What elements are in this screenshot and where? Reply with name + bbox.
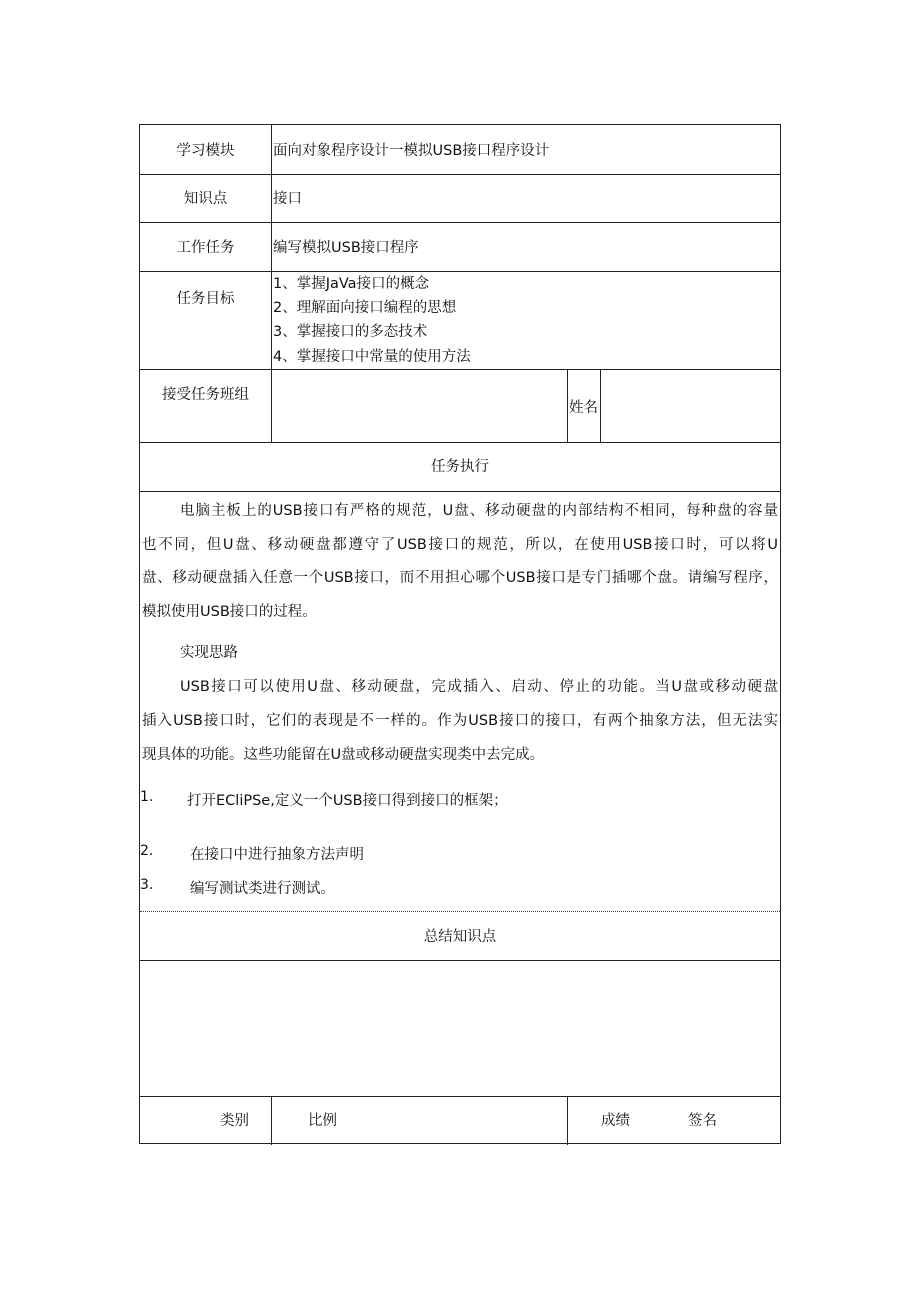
knowledge-value: 接口 — [273, 191, 302, 207]
intro-line: 也不同，但U盘、移动硬盘都遵守了USB接口的规范，所以，在使用USB接口时，可以将U — [142, 537, 778, 553]
module-label: 学习模块 — [176, 143, 235, 159]
approach-line: 现具体的功能。这些功能留在U盘或移动硬盘实现类中去完成。 — [142, 747, 545, 763]
goals-label: 任务目标 — [176, 291, 235, 307]
signature-label: 签名 — [688, 1113, 717, 1129]
step-text: 打开ECliPSe,定义一个USB接口得到接口的框架； — [187, 793, 508, 809]
execution-header: 任务执行 — [431, 459, 489, 475]
task-label: 工作任务 — [176, 240, 235, 256]
score-label: 成绩 — [601, 1113, 630, 1129]
intro-line: 电脑主板上的USB接口有严格的规范，U盘、移动硬盘的内部结构不相同，每种盘的容量 — [180, 503, 778, 519]
ratio-label: 比例 — [308, 1113, 337, 1129]
goal-item: 4、掌握接口中常量的使用方法 — [273, 349, 471, 365]
knowledge-label: 知识点 — [183, 191, 228, 207]
step-text: 在接口中进行抽象方法声明 — [190, 847, 364, 863]
step-text: 编写测试类进行测试。 — [190, 881, 335, 897]
intro-line: 模拟使用USB接口的过程。 — [142, 604, 317, 620]
class-group-label: 接受任务班组 — [162, 387, 249, 403]
step-number: 1. — [140, 789, 154, 805]
goal-item: 2、理解面向接口编程的思想 — [273, 300, 457, 316]
category-label: 类别 — [220, 1113, 249, 1129]
approach-title: 实现思路 — [180, 645, 238, 661]
goal-item: 3、掌握接口的多态技术 — [273, 324, 428, 340]
step-number: 2. — [140, 843, 154, 859]
step-number: 3. — [140, 877, 154, 893]
summary-header: 总结知识点 — [423, 929, 497, 945]
name-label: 姓名 — [569, 400, 598, 416]
task-value: 编写模拟USB接口程序 — [273, 240, 419, 256]
task-sheet-table — [139, 124, 781, 1144]
approach-line: 插入USB接口时，它们的表现是不一样的。作为USB接口的接口，有两个抽象方法，但无法实 — [142, 713, 778, 729]
approach-line: USB接口可以使用U盘、移动硬盘，完成插入、启动、停止的功能。当U盘或移动硬盘 — [180, 679, 778, 695]
goal-item: 1、掌握JaVa接口的概念 — [273, 276, 430, 292]
module-value: 面向对象程序设计一模拟USB接口程序设计 — [273, 143, 550, 159]
intro-line: 盘、移动硬盘插入任意一个USB接口，而不用担心哪个USB接口是专门插哪个盘。请编写程序， — [142, 570, 778, 586]
